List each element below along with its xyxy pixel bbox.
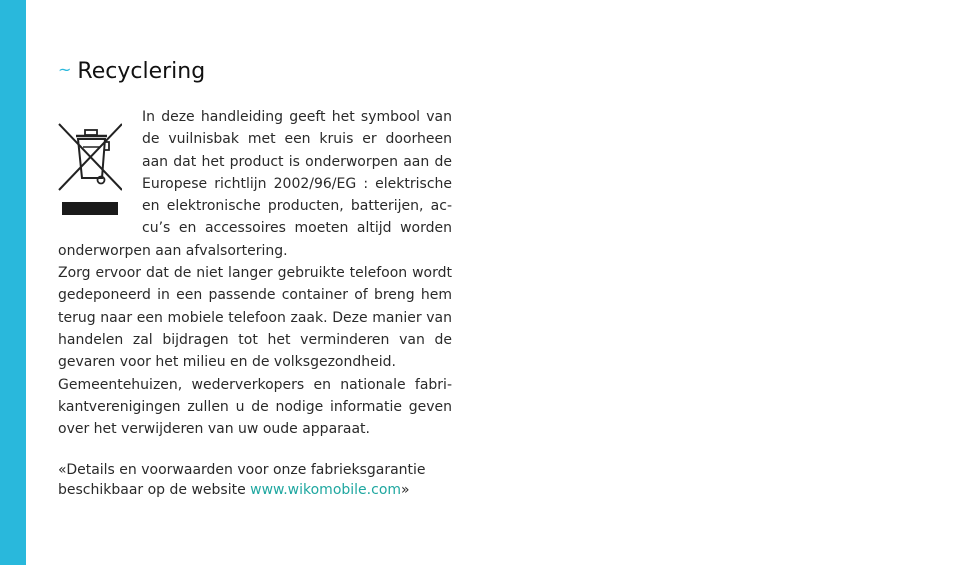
recycling-content [58, 106, 452, 500]
warranty-note [58, 460, 452, 500]
weee-icon [58, 112, 122, 218]
paragraph-spacer [58, 440, 452, 460]
paragraph-information: Gemeentehuizen, wederverkopers en nationale fabrikantverenigingen zullen u de nodige informatie geven over het verwijderen van uw oude apparaat. [58, 376, 452, 438]
sidebar-accent-bar [0, 0, 26, 565]
paragraph-disposal: Zorg ervoor dat de niet langer gebruikte telefoon wordt gedeponeerd in een passende container of breng hem terug naar een mobiele telefoon zaak. Deze manier van handelen zal bijdragen tot het verminderen van de gevaren voor het milieu en de volksgezondheid. [58, 265, 452, 371]
title-text: Recyclering [77, 59, 206, 84]
crossed-out-wheelie-bin-icon [58, 112, 122, 218]
warranty-note-suffix: » [401, 482, 410, 499]
warranty-note-prefix: «Details en voorwaarden voor onze fabrieksgarantie beschikbaar op de website [58, 462, 426, 499]
website-link[interactable]: www.wikomobile.com [250, 482, 402, 499]
page-title [58, 56, 205, 86]
paragraph-directive: In deze handleiding geeft het symbool van de vuilnisbak met een kruis er doorheen aan dat het product is onderworpen aan de Europese richtlijn 2002/96/EG : elektrische en elektronische producten, batterijen, accu’s en accessoires moeten altijd worden onderworpen aan afvalsortering. [58, 109, 452, 259]
title-tilde: ~ [58, 60, 72, 79]
